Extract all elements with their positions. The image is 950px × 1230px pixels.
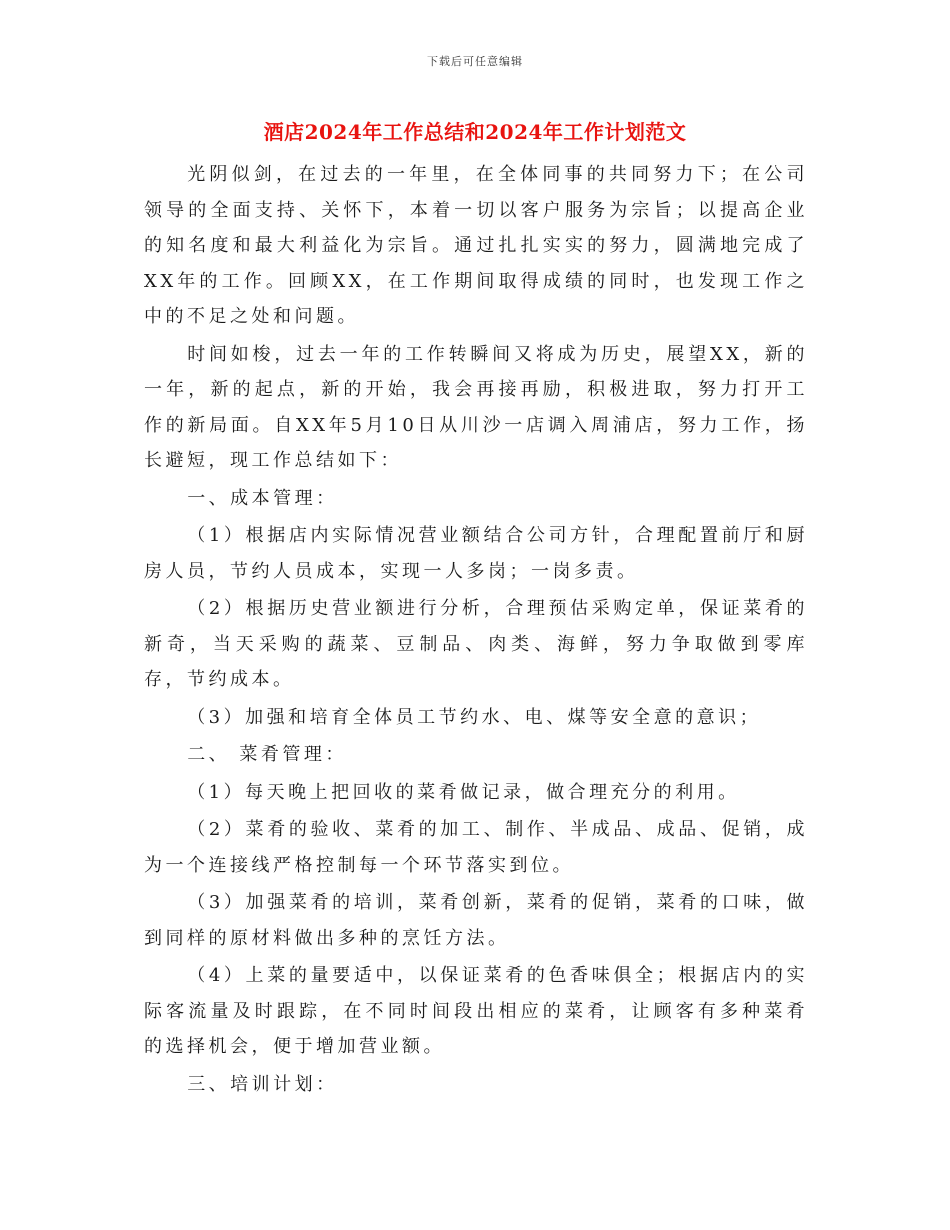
list-item: （2）菜肴的验收、菜肴的加工、制作、半成品、成品、促销，成为一个连接线严格控制每一个环节落实到位。: [144, 819, 808, 876]
list-item: （3）加强和培育全体员工节约水、电、煤等安全意的意识；: [187, 706, 762, 728]
list-item: （4）上菜的量要适中，以保证菜肴的色香味俱全；根据店内的实际客流量及时跟踪，在不同时间段出相应的菜肴，让顾客有多种菜肴的选择机会，便于增加营业额。: [144, 965, 808, 1057]
paragraph-intro: 光阴似剑，在过去的一年里，在全体同事的共同努力下；在公司领导的全面支持、关怀下，本着一切以客户服务为宗旨；以提高企业的知名度和最大利益化为宗旨。通过扎扎实实的努力，圆满地完成了XX年的工作。回顾XX，在工作期间取得成绩的同时，也发现工作之中的不足之处和问题。: [144, 164, 808, 327]
header-note: 下载后可任意编辑: [427, 55, 523, 68]
document-title: 酒店2024年工作总结和2024年工作计划范文: [263, 120, 687, 144]
section-heading-dishes: 二、 菜肴管理：: [187, 744, 347, 765]
document-body: [144, 157, 808, 1104]
section-heading-cost: 一、成本管理：: [187, 487, 338, 509]
list-item: （2）根据历史营业额进行分析，合理预估采购定单，保证菜肴的新奇，当天采购的蔬菜、豆制品、肉类、海鲜，努力争取做到零库存，节约成本。: [144, 598, 808, 690]
list-item: （1）根据店内实际情况营业额结合公司方针，合理配置前厅和厨房人员，节约人员成本，实现一人多岗；一岗多责。: [144, 525, 808, 582]
section-heading-training: 三、培训计划：: [187, 1073, 338, 1095]
paragraph-outlook: 时间如梭，过去一年的工作转瞬间又将成为历史，展望XX，新的一年，新的起点，新的开始，我会再接再励，积极进取，努力打开工作的新局面。自XX年5月10日从川沙一店调入周浦店，努力工作，扬长避短，现工作总结如下：: [144, 343, 808, 471]
list-item: （1）每天晚上把回收的菜肴做记录，做合理充分的利用。: [187, 781, 740, 803]
list-item: （3）加强菜肴的培训，菜肴创新，菜肴的促销，菜肴的口味，做到同样的原材料做出多种的烹饪方法。: [144, 892, 808, 949]
